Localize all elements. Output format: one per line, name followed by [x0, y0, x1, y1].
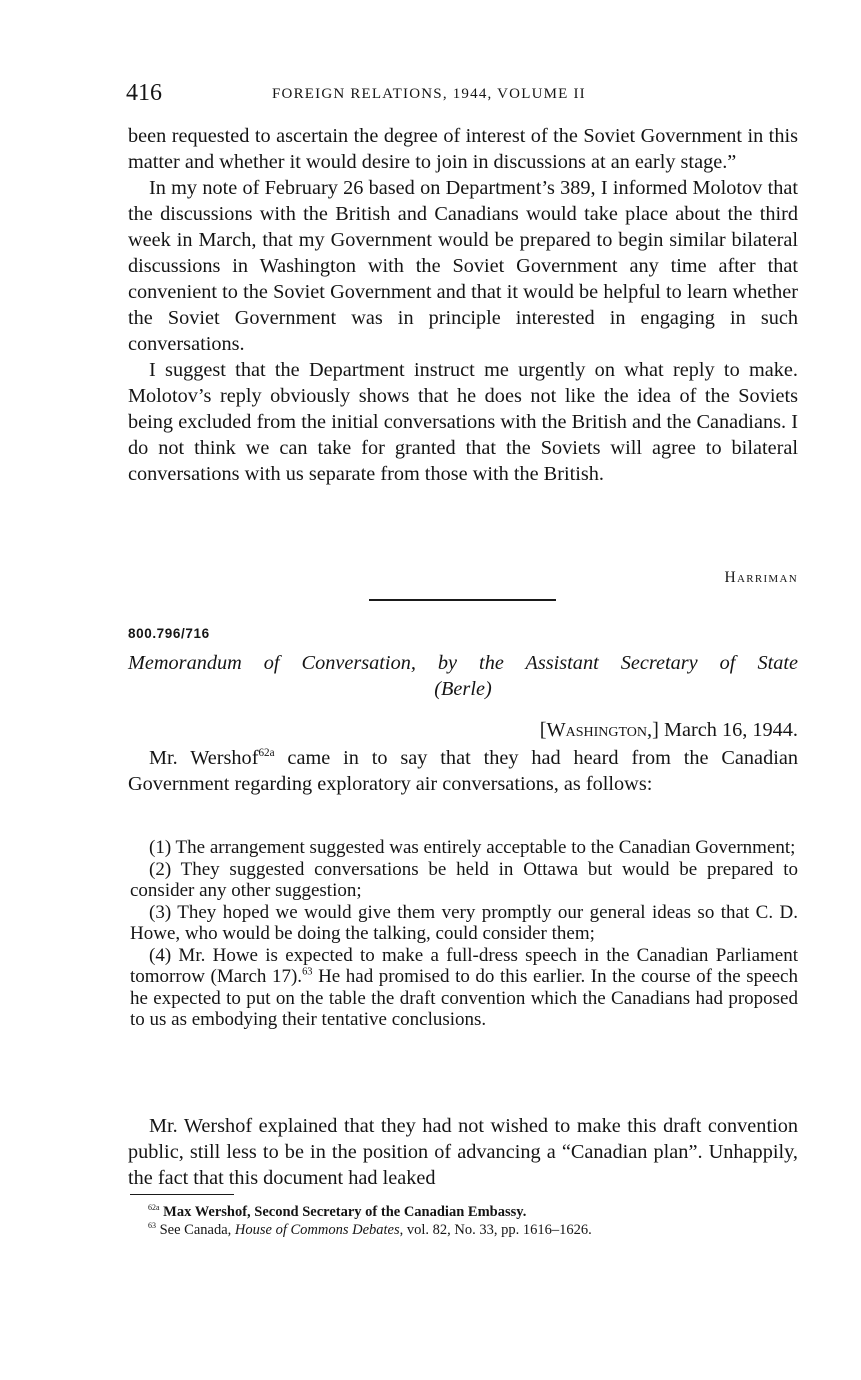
- memorandum-closing: [128, 1113, 798, 1191]
- footnote-text: Max Wershof, Second Secretary of the Canadian Embassy.: [163, 1204, 527, 1220]
- list-item: (2) They suggested conversations be held in Ottawa but would be prepared to consider any other suggestion;: [130, 858, 798, 901]
- footnote-text-rest: , vol. 82, No. 33, pp. 1616–1626.: [399, 1222, 592, 1238]
- footnote-text-start: See Canada,: [159, 1222, 235, 1238]
- telegram-body: [128, 123, 798, 487]
- paragraph: [128, 745, 798, 797]
- footnote: [148, 1203, 798, 1221]
- intro-text-rest: came in to say that they had heard from the Canadian Government regarding exploratory air conversations, as follows:: [128, 747, 798, 795]
- document-title-line: Memorandum of Conversation, by the Assistant Secretary of State: [128, 652, 798, 674]
- paragraph: In my note of February 26 based on Department’s 389, I informed Molotov that the discussions with the British and Canadians would take place about the third week in March, that my Government would be prepared to begin similar bilateral discussions in Washington with the Soviet Government any time after that convenient to the Soviet Government and that it would be helpful to learn whether the Soviet Government was in principle interested in engaging in such conversations.: [128, 177, 798, 355]
- footnote-divider: [130, 1194, 234, 1195]
- running-head: FOREIGN RELATIONS, 1944, VOLUME II: [272, 86, 586, 102]
- footnote-mark: 63: [148, 1221, 156, 1231]
- page-number: 416: [126, 80, 162, 106]
- signature: Harriman: [724, 569, 798, 586]
- dateline: [540, 717, 798, 743]
- dateline-date: March 16, 1944.: [663, 719, 798, 741]
- list-item-text-start: (4) Mr. Howe is expected to make a full-dress speech in the Canadian Parliament tomorrow (March 17).: [130, 944, 798, 987]
- footnote-ref: 63: [302, 966, 313, 978]
- paragraph: Mr. Wershof explained that they had not wished to make this draft convention public, still less to be in the position of advancing a “Canadian plan”. Unhappily, the fact that this document had leaked: [128, 1115, 798, 1189]
- footnote-ref: 62a: [258, 747, 275, 760]
- intro-text-start: Mr. Wershof: [149, 747, 259, 769]
- list-item: (3) They hoped we would give them very promptly our general ideas so that C. D. Howe, who would be doing the talking, could consider them;: [130, 901, 798, 944]
- paragraph: I suggest that the Department instruct me urgently on what reply to make. Molotov’s reply obviously shows that he does not like the idea of the Soviets being excluded from the initial conversations with the British and the Canadians. I do not think we can take for granted that the Soviets will agree to bilateral conversations with us separate from those with the British.: [128, 359, 798, 485]
- document-title-author: (Berle): [434, 678, 492, 700]
- footnote-mark: 62a: [148, 1203, 160, 1213]
- section-divider: [369, 599, 556, 601]
- footnote-citation-title: House of Commons Debates: [234, 1222, 400, 1238]
- document-title: [128, 650, 798, 702]
- paragraph-continuation: been requested to ascertain the degree of interest of the Soviet Government in this matter and whether it would desire to join in discussions at an early stage.”: [128, 125, 798, 173]
- file-number: 800.796/716: [128, 626, 210, 641]
- page-header: [126, 78, 798, 110]
- numbered-list: [130, 837, 798, 1031]
- memorandum-intro: [128, 745, 798, 797]
- footnotes: [148, 1203, 798, 1239]
- list-item-text-rest: He had promised to do this earlier. In the course of the speech he expected to put on the table the draft convention which the Canadians had proposed to us as embodying their tentative conclusions.: [130, 966, 798, 1030]
- list-item: (1) The arrangement suggested was entirely acceptable to the Canadian Government;: [149, 837, 796, 858]
- footnote: [148, 1221, 798, 1239]
- list-item: [130, 945, 798, 1031]
- dateline-place: [Washington,]: [539, 719, 659, 741]
